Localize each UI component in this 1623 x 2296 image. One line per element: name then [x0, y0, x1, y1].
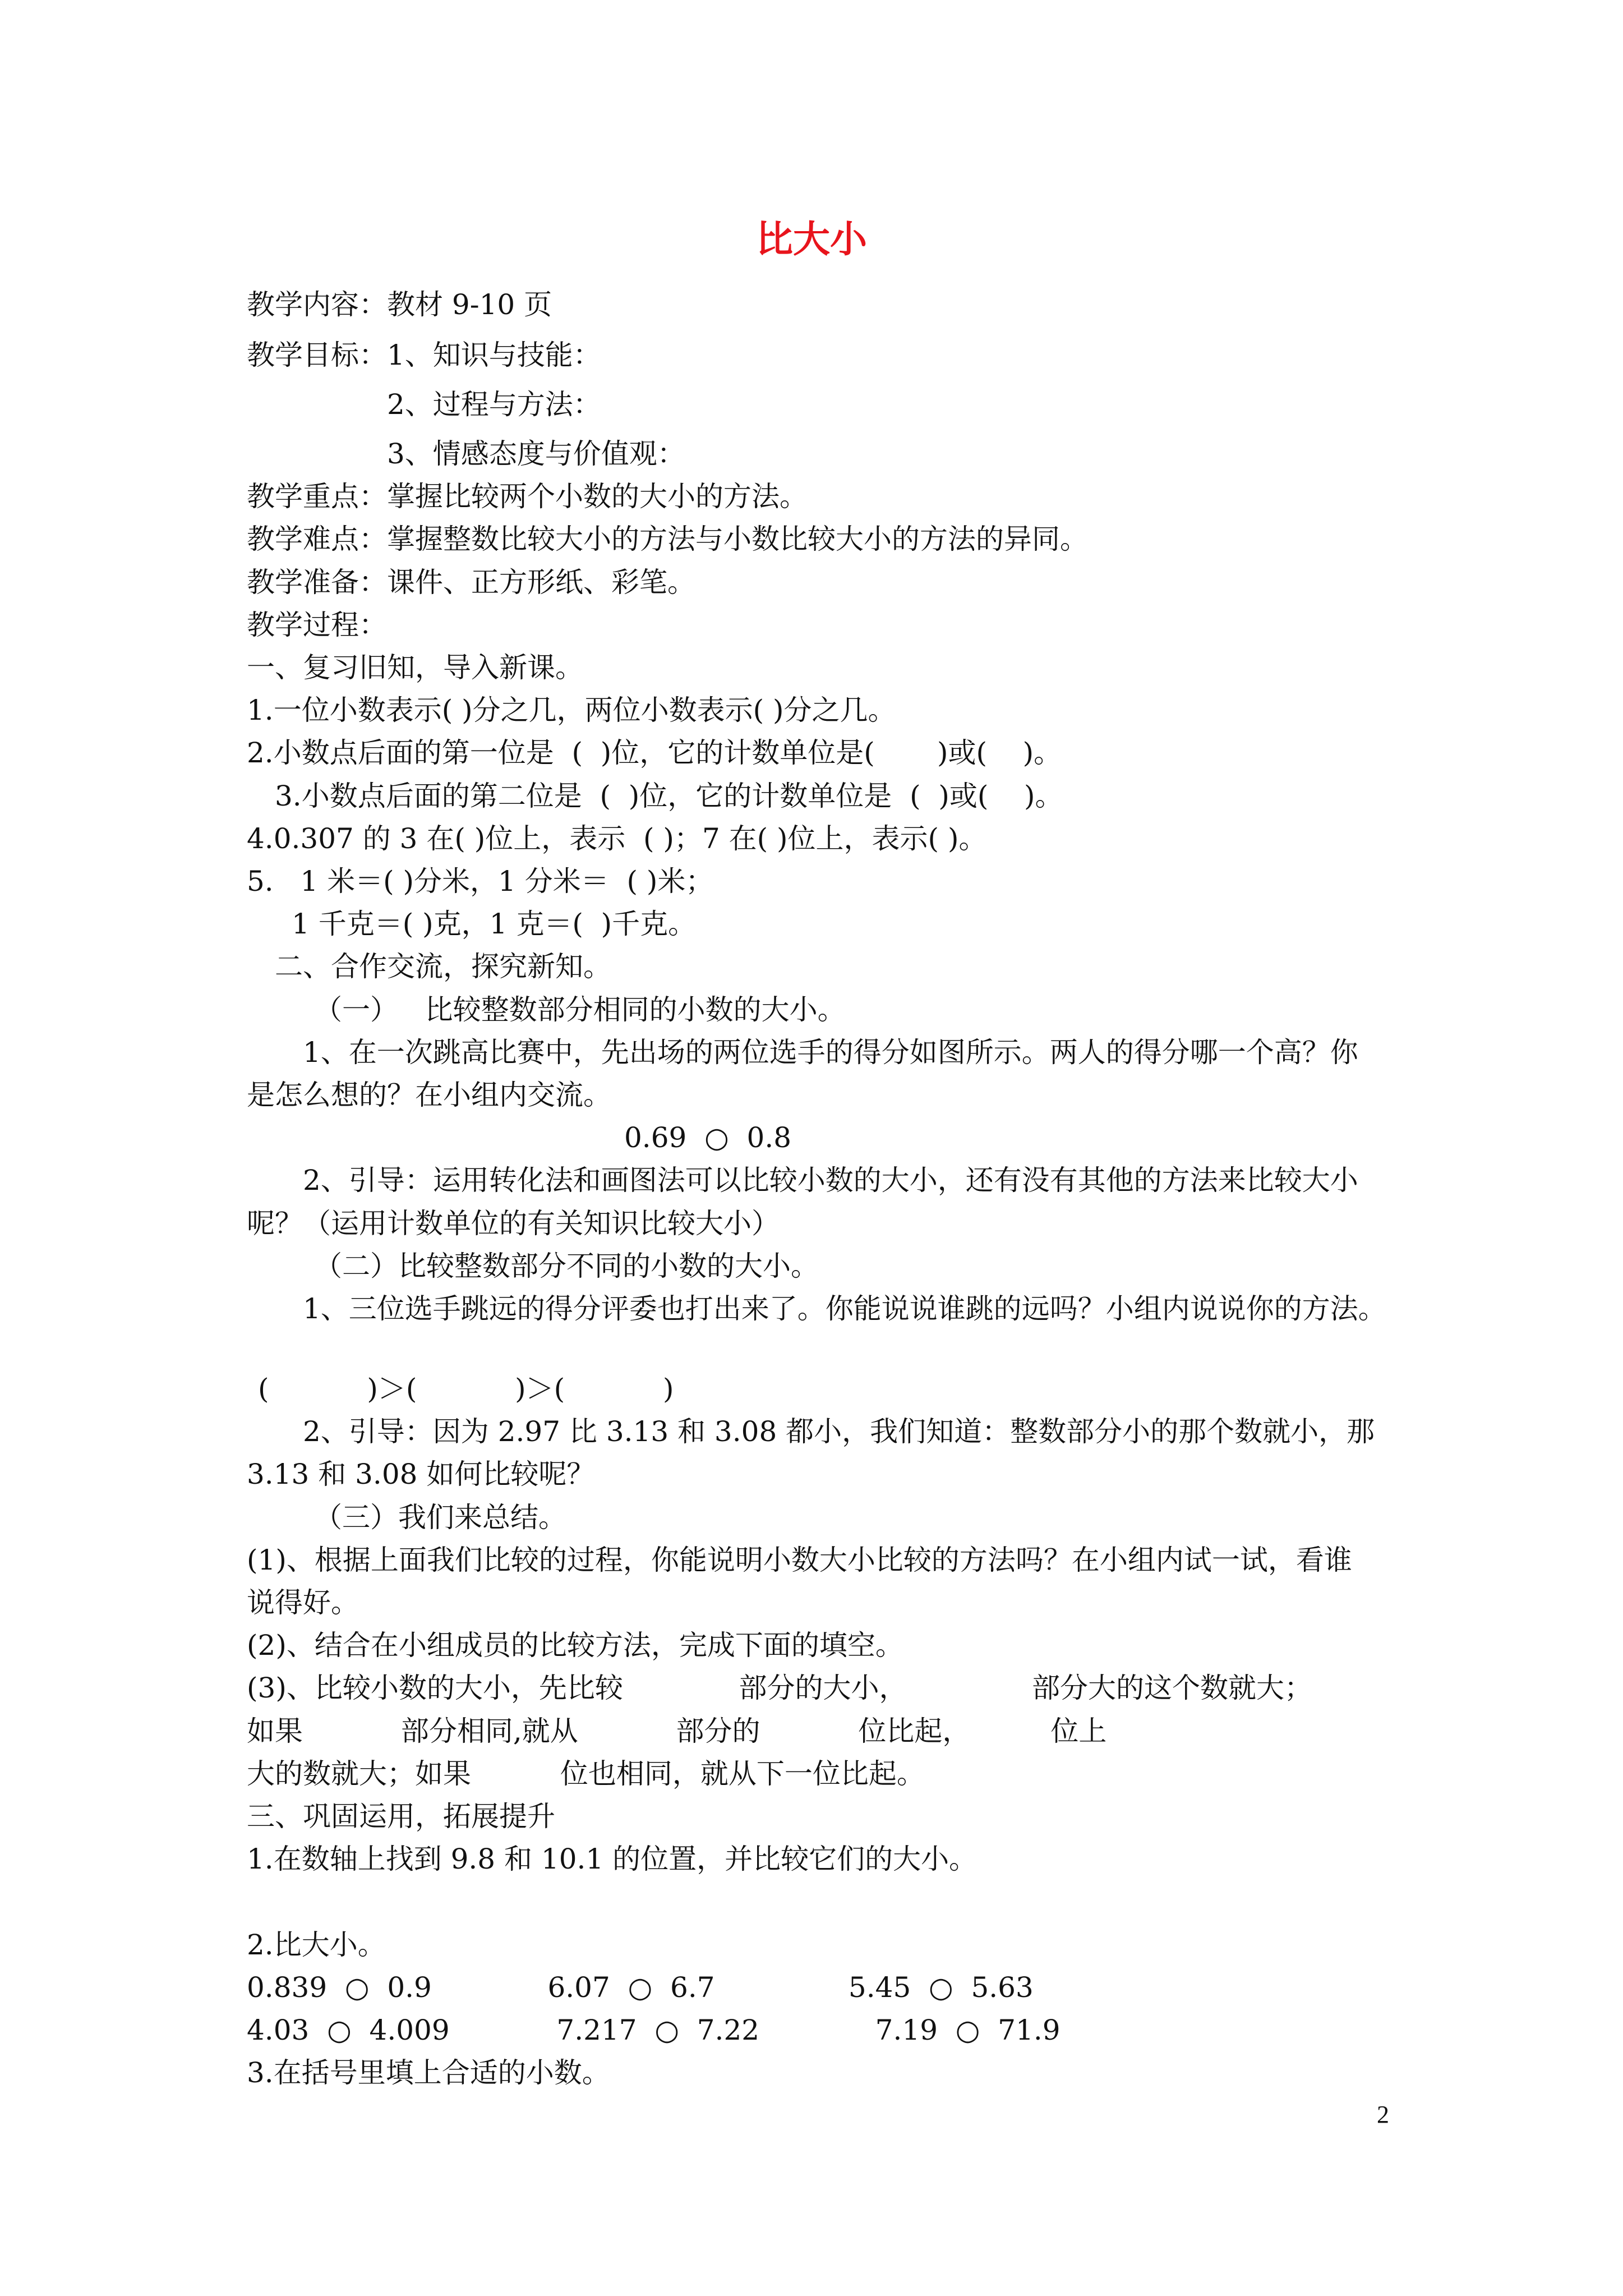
text-line: (1)、根据上面我们比较的过程，你能说明小数大小比较的方法吗？在小组内试一试，看谁: [247, 1544, 1352, 1576]
text-line: 1.一位小数表示( )分之几，两位小数表示( )分之几。: [247, 694, 896, 726]
text-line: 教学内容：教材 9-10 页: [247, 288, 552, 321]
text-line: 2、引导：运用转化法和画图法可以比较小数的大小，还有没有其他的方法来比较大小: [303, 1164, 1358, 1197]
subsection-heading: （三）我们来总结。: [314, 1501, 566, 1534]
exercise-line: 1.在数轴上找到 9.8 和 10.1 的位置，并比较它们的大小。: [247, 1843, 978, 1875]
text-line: 一、复习旧知，导入新课。: [247, 651, 583, 684]
text-line: 1、在一次跳高比赛中，先出场的两位选手的得分如图所示。两人的得分哪一个高？你: [303, 1036, 1358, 1069]
fill-in-blanks: ( )＞( )＞( ): [258, 1373, 674, 1405]
text-line: (2)、结合在小组成员的比较方法，完成下面的填空。: [247, 1629, 903, 1662]
subsection-heading: （二）比较整数部分不同的小数的大小。: [314, 1250, 819, 1282]
section-heading: 三、巩固运用，拓展提升: [247, 1800, 555, 1833]
text-line: 1、三位选手跳远的得分评委也打出来了。你能说说谁跳的远吗？小组内说说你的方法。: [303, 1292, 1386, 1325]
page-title: 比大小: [756, 218, 867, 261]
exercise-line: 2.比大小。: [247, 1929, 386, 1961]
text-line: 3.13 和 3.08 如何比较呢？: [247, 1458, 595, 1490]
text-line: 3.小数点后面的第二位是 ( )位，它的计数单位是 ( )或( )。: [275, 780, 1063, 812]
page-number: 2: [1377, 2101, 1389, 2128]
subsection-heading: （一） 比较整数部分相同的小数的大小。: [314, 993, 846, 1026]
text-line: 5. 1 米＝( )分米，1 分米＝ ( )米；: [247, 865, 714, 898]
section-heading: 二、合作交流，探究新知。: [275, 950, 611, 983]
text-line: 1 千克＝( )克，1 克＝( )千克。: [292, 908, 697, 940]
text-line: 教学准备：课件、正方形纸、彩笔。: [247, 566, 695, 599]
comparison-expression: 0.69 ○ 0.8: [624, 1121, 792, 1154]
text-line: 如果 部分相同,就从 部分的 位比起， 位上: [247, 1715, 1107, 1747]
text-line: 2、引导：因为 2.97 比 3.13 和 3.08 都小，我们知道：整数部分小的那个数就小，那: [303, 1415, 1375, 1448]
text-line: 教学难点：掌握整数比较大小的方法与小数比较大小的方法的异同。: [247, 523, 1088, 555]
exercise-line: 0.839 ○ 0.9 6.07 ○ 6.7 5.45 ○ 5.63: [247, 1971, 1034, 2004]
text-line: 教学重点：掌握比较两个小数的大小的方法。: [247, 480, 808, 513]
text-line: 2.小数点后面的第一位是 ( )位，它的计数单位是( )或( )。: [247, 737, 1062, 769]
text-line: 说得好。: [247, 1586, 359, 1619]
text-line: 大的数就大；如果 位也相同，就从下一位比起。: [247, 1757, 925, 1790]
exercise-line: 4.03 ○ 4.009 7.217 ○ 7.22 7.19 ○ 71.9: [247, 2014, 1061, 2046]
text-line: 4.0.307 的 3 在( )位上，表示 ( )；7 在( )位上，表示( )。: [247, 822, 987, 855]
text-line: 呢？（运用计数单位的有关知识比较大小）: [247, 1207, 780, 1240]
text-line: 3、情感态度与价值观：: [387, 438, 685, 470]
text-line: 是怎么想的？在小组内交流。: [247, 1079, 611, 1111]
exercise-line: 3.在括号里填上合适的小数。: [247, 2056, 610, 2089]
text-line: 教学目标：1、知识与技能：: [247, 339, 601, 371]
text-line: (3)、比较小数的大小，先比较 部分的大小， 部分大的这个数就大；: [247, 1672, 1312, 1704]
text-line: 教学过程：: [247, 609, 387, 641]
text-line: 2、过程与方法：: [387, 388, 601, 421]
